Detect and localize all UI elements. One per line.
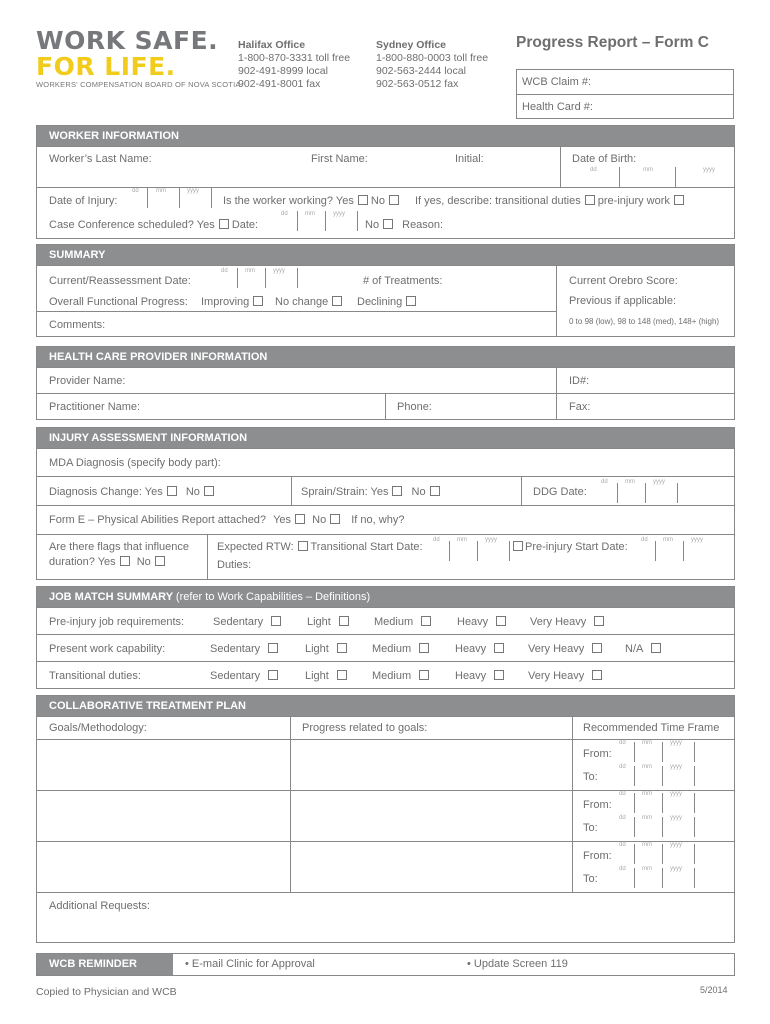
phone-field[interactable]: Phone: (397, 401, 432, 413)
preinjury-start-checkbox[interactable] (513, 541, 523, 551)
dob-field[interactable]: Date of Birth: (572, 153, 637, 165)
working-question: Is the worker working? Yes No (223, 195, 399, 207)
from-field[interactable]: From: (583, 748, 612, 760)
plan-row: From: To: dd mm yyyy dd mm yyyy (37, 739, 734, 790)
worker-name-row: Worker’s Last Name: First Name: Initial: Date of Birth: dd mm yyyy (37, 146, 734, 187)
plan-row: From: To: dd mm yyyy dd mm yyyy (37, 790, 734, 841)
flags-row: Are there flags that influence duration? Yes No Expected RTW: Transitional Start Date: dd mm yyyy Pre-injury Start Date: dd mm yyyy Duties: (37, 534, 734, 579)
orebro-score-field[interactable]: Current Orebro Score: (569, 275, 678, 287)
fax-field[interactable]: Fax: (569, 401, 591, 413)
pre-medium-checkbox[interactable] (421, 616, 431, 626)
present-very-heavy-checkbox[interactable] (592, 643, 602, 653)
form-e-no-checkbox[interactable] (330, 514, 340, 524)
improving-checkbox[interactable] (253, 296, 263, 306)
progress-header: Progress related to goals: (302, 722, 428, 734)
comments-field[interactable]: Comments: (49, 319, 106, 331)
sydney-local: 902-563-2444 local (376, 65, 466, 77)
case-conference-row: Case Conference scheduled? Yes Date: dd mm yyyy No Reason: (49, 211, 444, 231)
expected-rtw-label: Expected RTW: (217, 541, 294, 553)
pre-sedentary-checkbox[interactable] (271, 616, 281, 626)
wcb-claim-field[interactable]: WCB Claim #: (517, 70, 733, 95)
section-header: HEALTH CARE PROVIDER INFORMATION (37, 347, 734, 367)
halifax-fax: 902-491-8001 fax (238, 78, 321, 90)
trans-medium-checkbox[interactable] (419, 670, 429, 680)
flags-question: Are there flags that influence (49, 541, 190, 553)
case-conf-no: No Reason: (365, 219, 444, 231)
reminder-section (36, 953, 735, 976)
sydney-office (376, 39, 488, 91)
health-card-field[interactable]: Health Card #: (522, 101, 593, 113)
job-row-preinjury: Pre-injury job requirements: Sedentary Light Medium Heavy Very Heavy (37, 607, 734, 634)
declining-checkbox[interactable] (406, 296, 416, 306)
flags-no-checkbox[interactable] (155, 556, 165, 566)
form-version: 5/2014 (700, 985, 728, 995)
previous-score-field[interactable]: Previous if applicable: (569, 295, 677, 307)
to-field[interactable]: To: (583, 822, 598, 834)
copied-note: Copied to Physician and WCB (36, 986, 177, 998)
no-change-checkbox[interactable] (332, 296, 342, 306)
form-e-yes-checkbox[interactable] (295, 514, 305, 524)
present-sedentary-checkbox[interactable] (268, 643, 278, 653)
additional-requests-field[interactable]: Additional Requests: (49, 900, 150, 912)
reminder-header: WCB REMINDER (37, 954, 173, 975)
from-field[interactable]: From: (583, 850, 612, 862)
job-section (36, 586, 735, 689)
pre-heavy-checkbox[interactable] (496, 616, 506, 626)
trans-light-checkbox[interactable] (337, 670, 347, 680)
pre-light-checkbox[interactable] (339, 616, 349, 626)
last-name-field[interactable]: Worker’s Last Name: (49, 153, 152, 165)
reminder-screen: • Update Screen 119 (467, 958, 568, 970)
plan-header-row (37, 716, 734, 739)
sydney-title: Sydney Office (376, 39, 447, 51)
doi-field[interactable]: Date of Injury: (49, 195, 118, 207)
logo-line-3: WORKERS' COMPENSATION BOARD OF NOVA SCOTIA (36, 80, 241, 89)
halifax-tollfree: 1-800-870-3331 toll free (238, 52, 351, 64)
timeframe-header: Recommended Time Frame (583, 722, 720, 734)
orebro-range: 0 to 98 (low), 98 to 148 (med), 148+ (high) (569, 317, 720, 326)
diag-change-yes-checkbox[interactable] (167, 486, 177, 496)
provider-row (37, 367, 734, 393)
case-conf-no-checkbox[interactable] (383, 219, 393, 229)
sprain-yes-checkbox[interactable] (392, 486, 402, 496)
form-title: Progress Report – Form C (516, 34, 709, 51)
trans-heavy-checkbox[interactable] (494, 670, 504, 680)
sydney-tollfree: 1-800-880-0003 toll free (376, 52, 489, 64)
provider-name-field[interactable]: Provider Name: (49, 375, 126, 387)
mda-row (37, 448, 734, 476)
first-name-field[interactable]: First Name: (311, 153, 368, 165)
describe-line: If yes, describe: transitional duties pre-injury work (415, 195, 684, 207)
functional-progress: Overall Functional Progress: (49, 296, 188, 308)
pre-very-heavy-checkbox[interactable] (594, 616, 604, 626)
ddg-date-field[interactable]: DDG Date: (533, 486, 587, 498)
trans-very-heavy-checkbox[interactable] (592, 670, 602, 680)
sydney-fax: 902-563-0512 fax (376, 78, 459, 90)
present-light-checkbox[interactable] (337, 643, 347, 653)
initial-field[interactable]: Initial: (455, 153, 484, 165)
section-header: WORKER INFORMATION (37, 126, 734, 146)
flags-yes-checkbox[interactable] (120, 556, 130, 566)
summary-body: Current/Reassessment Date: dd mm yyyy # of Treatments: Current Orebro Score: Overall Functional Progress: Improving No change Declining Previous if applicable: Comments: 0 to 98 (low), 98 to 148 (med), 148+ (high) (37, 265, 734, 336)
plan-section (36, 695, 735, 943)
logo-line-2: FOR LIFE. (36, 52, 176, 81)
duties-field[interactable]: Duties: (217, 559, 252, 571)
plan-row: From: To: dd mm yyyy dd mm yyyy (37, 841, 734, 892)
job-row-transitional: Transitional duties: Sedentary Light Medium Heavy Very Heavy (37, 661, 734, 688)
halifax-title: Halifax Office (238, 39, 306, 51)
from-field[interactable]: From: (583, 799, 612, 811)
worker-section (36, 125, 735, 239)
injury-section (36, 427, 735, 580)
working-no-checkbox[interactable] (389, 195, 399, 205)
practitioner-row (37, 393, 734, 419)
working-yes-checkbox[interactable] (358, 195, 368, 205)
to-field[interactable]: To: (583, 873, 598, 885)
diagnosis-row: Diagnosis Change: Yes No Sprain/Strain: Yes No DDG Date: dd mm yyyy (37, 476, 734, 505)
present-na-checkbox[interactable] (651, 643, 661, 653)
case-conf-yes-checkbox[interactable] (219, 219, 229, 229)
goals-header: Goals/Methodology: (49, 722, 147, 734)
reminder-email: • E-mail Clinic for Approval (185, 958, 315, 970)
diag-change-no-checkbox[interactable] (204, 486, 214, 496)
case-conference: Case Conference scheduled? Yes Date: (49, 219, 259, 231)
mda-diagnosis-field[interactable]: MDA Diagnosis (specify body part): (49, 457, 221, 469)
job-row-present: Present work capability: Sedentary Light Medium Heavy Very Heavy N/A (37, 634, 734, 661)
present-heavy-checkbox[interactable] (494, 643, 504, 653)
reassessment-date-field[interactable]: Current/Reassessment Date: (49, 275, 191, 287)
transitional-duties-checkbox[interactable] (585, 195, 595, 205)
additional-requests-row (37, 892, 734, 893)
provider-id-field[interactable]: ID#: (569, 375, 590, 387)
plan-rows (37, 739, 734, 893)
preinjury-work-checkbox[interactable] (674, 195, 684, 205)
transitional-start-checkbox[interactable] (298, 541, 308, 551)
form-e-row: Form E – Physical Abilities Report attached? Yes No If no, why? (37, 505, 734, 534)
to-field[interactable]: To: (583, 771, 598, 783)
section-header: SUMMARY (37, 245, 734, 265)
section-header: JOB MATCH SUMMARY (refer to Work Capabilities – Definitions) (37, 587, 734, 607)
section-header: COLLABORATIVE TREATMENT PLAN (37, 696, 734, 716)
summary-section (36, 244, 735, 337)
trans-sedentary-checkbox[interactable] (268, 670, 278, 680)
sprain-no-checkbox[interactable] (430, 486, 440, 496)
halifax-office (238, 39, 350, 91)
practitioner-name-field[interactable]: Practitioner Name: (49, 401, 141, 413)
section-header: INJURY ASSESSMENT INFORMATION (37, 428, 734, 448)
present-medium-checkbox[interactable] (419, 643, 429, 653)
provider-section (36, 346, 735, 420)
halifax-local: 902-491-8999 local (238, 65, 328, 77)
treatments-field[interactable]: # of Treatments: (363, 275, 443, 287)
logo-line-1: WORK SAFE. (36, 26, 219, 55)
claim-box (516, 69, 734, 119)
worker-injury-row: Date of Injury: dd mm yyyy Is the worker working? Yes No If yes, describe: transitional duties pre-injury work (37, 187, 734, 213)
